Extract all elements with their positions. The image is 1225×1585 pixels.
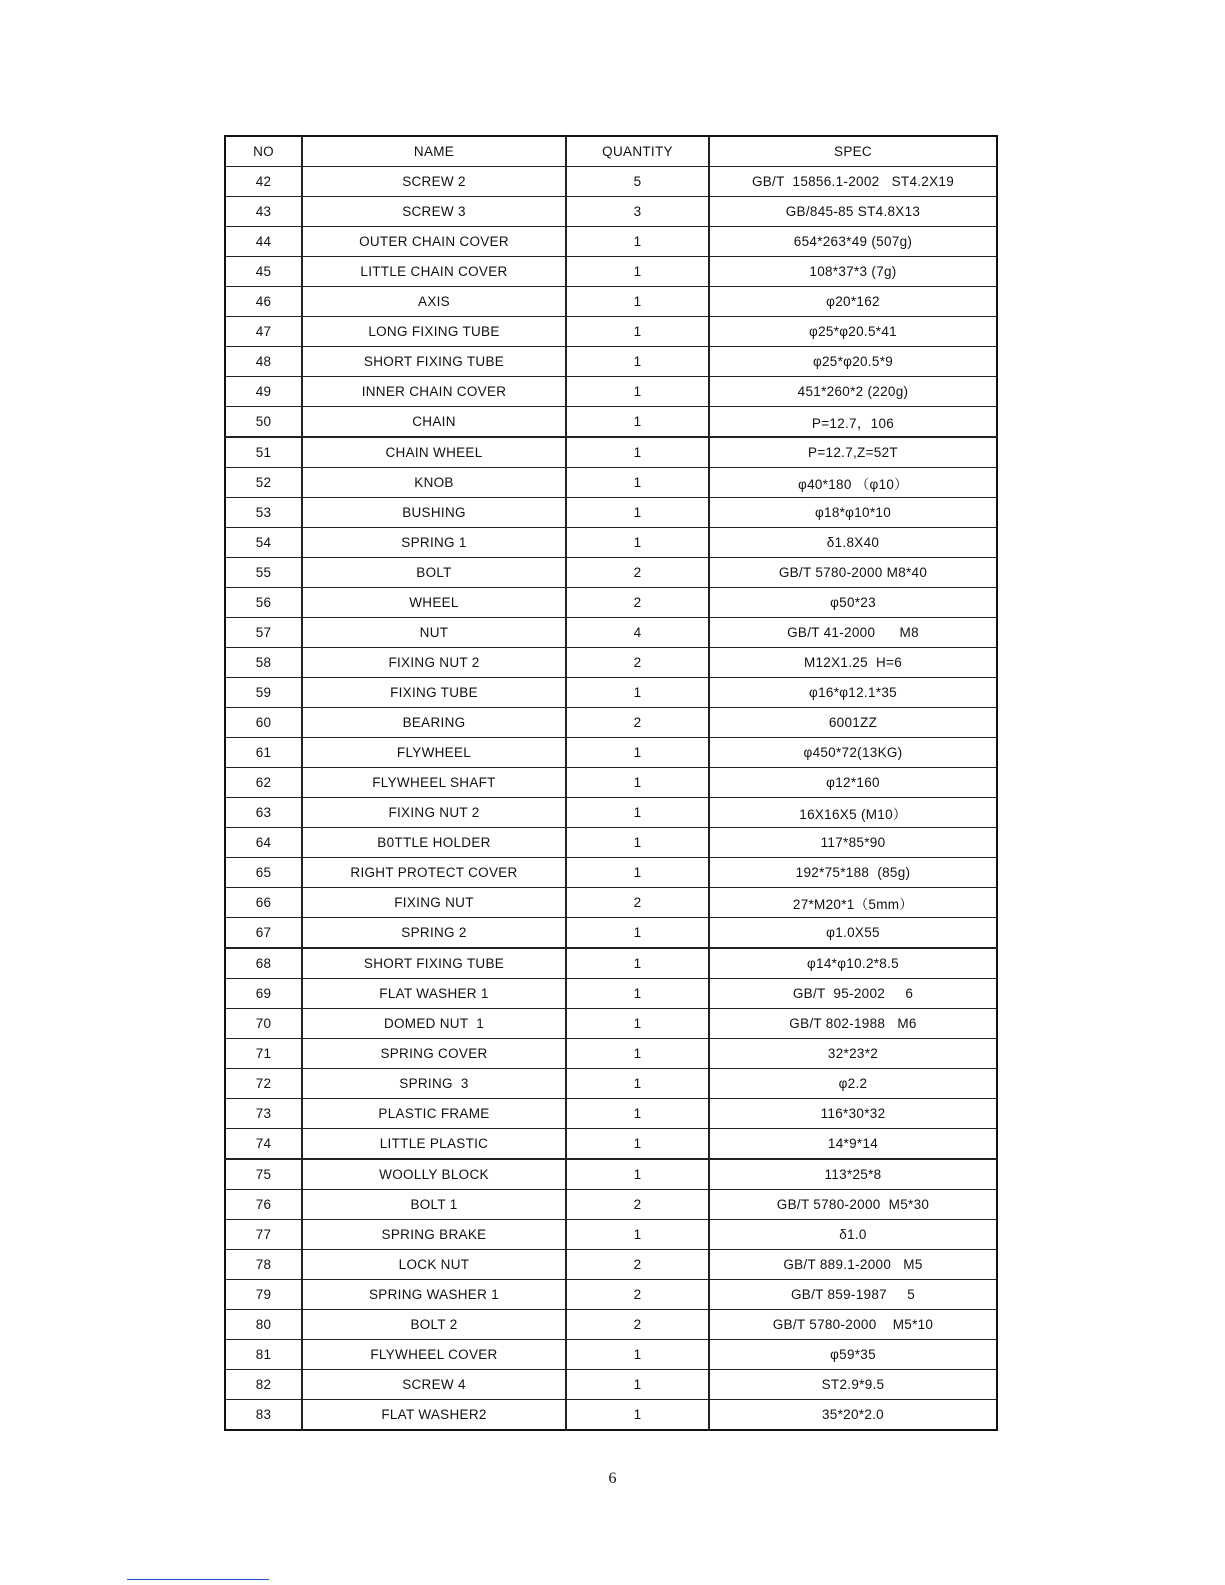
cell-name: B0TTLE HOLDER xyxy=(302,828,566,858)
cell-name: RIGHT PROTECT COVER xyxy=(302,858,566,888)
cell-no: 69 xyxy=(225,979,302,1009)
cell-no: 66 xyxy=(225,888,302,918)
footnote-rule xyxy=(127,1579,269,1580)
cell-no: 64 xyxy=(225,828,302,858)
cell-no: 72 xyxy=(225,1069,302,1099)
cell-name: CHAIN xyxy=(302,407,566,438)
cell-spec: φ16*φ12.1*35 xyxy=(709,678,997,708)
table-row xyxy=(225,738,997,768)
cell-no: 65 xyxy=(225,858,302,888)
cell-no: 57 xyxy=(225,618,302,648)
cell-quantity: 1 xyxy=(566,979,709,1009)
table-row xyxy=(225,437,997,468)
cell-name: SHORT FIXING TUBE xyxy=(302,948,566,979)
cell-quantity: 2 xyxy=(566,558,709,588)
cell-quantity: 1 xyxy=(566,918,709,949)
cell-quantity: 4 xyxy=(566,618,709,648)
cell-quantity: 1 xyxy=(566,407,709,438)
cell-quantity: 2 xyxy=(566,588,709,618)
cell-no: 43 xyxy=(225,197,302,227)
cell-name: FLYWHEEL COVER xyxy=(302,1340,566,1370)
cell-no: 74 xyxy=(225,1129,302,1160)
cell-no: 47 xyxy=(225,317,302,347)
cell-quantity: 1 xyxy=(566,858,709,888)
cell-name: WOOLLY BLOCK xyxy=(302,1159,566,1190)
cell-quantity: 1 xyxy=(566,738,709,768)
cell-quantity: 2 xyxy=(566,1280,709,1310)
cell-spec: φ1.0X55 xyxy=(709,918,997,949)
table-row xyxy=(225,407,997,438)
cell-name: SPRING 3 xyxy=(302,1069,566,1099)
cell-no: 60 xyxy=(225,708,302,738)
cell-name: SHORT FIXING TUBE xyxy=(302,347,566,377)
cell-name: DOMED NUT 1 xyxy=(302,1009,566,1039)
table-row xyxy=(225,1129,997,1160)
cell-quantity: 1 xyxy=(566,1220,709,1250)
cell-name: FIXING NUT xyxy=(302,888,566,918)
header-spec: SPEC xyxy=(709,136,997,167)
table-row xyxy=(225,1159,997,1190)
cell-no: 63 xyxy=(225,798,302,828)
cell-quantity: 1 xyxy=(566,257,709,287)
table-row xyxy=(225,468,997,498)
cell-spec: 108*37*3 (7g) xyxy=(709,257,997,287)
table-row xyxy=(225,347,997,377)
cell-no: 51 xyxy=(225,437,302,468)
cell-name: BOLT xyxy=(302,558,566,588)
table-row xyxy=(225,768,997,798)
table-row xyxy=(225,918,997,949)
cell-quantity: 1 xyxy=(566,1099,709,1129)
table-row xyxy=(225,858,997,888)
cell-no: 56 xyxy=(225,588,302,618)
cell-quantity: 1 xyxy=(566,1370,709,1400)
cell-no: 71 xyxy=(225,1039,302,1069)
cell-spec: 35*20*2.0 xyxy=(709,1400,997,1431)
cell-quantity: 2 xyxy=(566,1190,709,1220)
cell-quantity: 1 xyxy=(566,1009,709,1039)
cell-spec: 113*25*8 xyxy=(709,1159,997,1190)
cell-no: 54 xyxy=(225,528,302,558)
cell-no: 55 xyxy=(225,558,302,588)
table-row xyxy=(225,227,997,257)
cell-name: SCREW 3 xyxy=(302,197,566,227)
cell-spec: 192*75*188 (85g) xyxy=(709,858,997,888)
cell-spec: P=12.7，106 xyxy=(709,407,997,438)
cell-spec: P=12.7,Z=52T xyxy=(709,437,997,468)
cell-quantity: 1 xyxy=(566,768,709,798)
cell-spec: GB/T 5780-2000 M5*10 xyxy=(709,1310,997,1340)
cell-spec: φ2.2 xyxy=(709,1069,997,1099)
cell-quantity: 1 xyxy=(566,1129,709,1160)
cell-quantity: 1 xyxy=(566,437,709,468)
table-row xyxy=(225,708,997,738)
table-row xyxy=(225,828,997,858)
cell-no: 77 xyxy=(225,1220,302,1250)
cell-spec: φ14*φ10.2*8.5 xyxy=(709,948,997,979)
cell-quantity: 2 xyxy=(566,648,709,678)
cell-no: 83 xyxy=(225,1400,302,1431)
cell-name: LITTLE CHAIN COVER xyxy=(302,257,566,287)
cell-name: SPRING 1 xyxy=(302,528,566,558)
cell-spec: φ25*φ20.5*41 xyxy=(709,317,997,347)
cell-spec: M12X1.25 H=6 xyxy=(709,648,997,678)
cell-no: 75 xyxy=(225,1159,302,1190)
cell-no: 78 xyxy=(225,1250,302,1280)
cell-name: AXIS xyxy=(302,287,566,317)
table-row xyxy=(225,1099,997,1129)
cell-quantity: 1 xyxy=(566,287,709,317)
cell-quantity: 2 xyxy=(566,1250,709,1280)
cell-name: LOCK NUT xyxy=(302,1250,566,1280)
cell-spec: 451*260*2 (220g) xyxy=(709,377,997,407)
cell-spec: GB/T 889.1-2000 M5 xyxy=(709,1250,997,1280)
cell-no: 46 xyxy=(225,287,302,317)
cell-quantity: 1 xyxy=(566,377,709,407)
cell-no: 61 xyxy=(225,738,302,768)
cell-name: PLASTIC FRAME xyxy=(302,1099,566,1129)
cell-quantity: 3 xyxy=(566,197,709,227)
table-row xyxy=(225,1310,997,1340)
cell-name: FLYWHEEL SHAFT xyxy=(302,768,566,798)
cell-no: 70 xyxy=(225,1009,302,1039)
table-row xyxy=(225,678,997,708)
cell-name: BOLT 1 xyxy=(302,1190,566,1220)
cell-spec: φ40*180 （φ10） xyxy=(709,468,997,498)
table-row xyxy=(225,1220,997,1250)
cell-spec: 116*30*32 xyxy=(709,1099,997,1129)
cell-spec: φ59*35 xyxy=(709,1340,997,1370)
table-row xyxy=(225,377,997,407)
cell-no: 58 xyxy=(225,648,302,678)
cell-quantity: 1 xyxy=(566,498,709,528)
cell-name: NUT xyxy=(302,618,566,648)
table-row xyxy=(225,1280,997,1310)
cell-quantity: 1 xyxy=(566,317,709,347)
table-row xyxy=(225,618,997,648)
cell-quantity: 1 xyxy=(566,798,709,828)
table-row xyxy=(225,798,997,828)
cell-spec: φ25*φ20.5*9 xyxy=(709,347,997,377)
cell-name: FIXING NUT 2 xyxy=(302,648,566,678)
table-row xyxy=(225,1009,997,1039)
cell-quantity: 1 xyxy=(566,227,709,257)
cell-spec: φ50*23 xyxy=(709,588,997,618)
table-row xyxy=(225,167,997,197)
cell-no: 53 xyxy=(225,498,302,528)
cell-quantity: 1 xyxy=(566,1159,709,1190)
table-row xyxy=(225,498,997,528)
cell-name: SCREW 2 xyxy=(302,167,566,197)
cell-name: WHEEL xyxy=(302,588,566,618)
cell-no: 62 xyxy=(225,768,302,798)
cell-no: 76 xyxy=(225,1190,302,1220)
cell-spec: 16X16X5 (M10） xyxy=(709,798,997,828)
cell-name: INNER CHAIN COVER xyxy=(302,377,566,407)
cell-name: SPRING BRAKE xyxy=(302,1220,566,1250)
table-row xyxy=(225,197,997,227)
table-row xyxy=(225,948,997,979)
cell-name: FIXING TUBE xyxy=(302,678,566,708)
cell-quantity: 1 xyxy=(566,828,709,858)
header-no: NO xyxy=(225,136,302,167)
cell-name: KNOB xyxy=(302,468,566,498)
table-body xyxy=(225,167,997,1431)
parts-table xyxy=(224,135,998,1431)
header-name: NAME xyxy=(302,136,566,167)
cell-name: LONG FIXING TUBE xyxy=(302,317,566,347)
cell-no: 44 xyxy=(225,227,302,257)
page-number: 6 xyxy=(608,1470,617,1487)
cell-quantity: 1 xyxy=(566,1400,709,1431)
cell-no: 49 xyxy=(225,377,302,407)
cell-no: 73 xyxy=(225,1099,302,1129)
cell-quantity: 1 xyxy=(566,678,709,708)
table-row xyxy=(225,588,997,618)
table-row xyxy=(225,558,997,588)
cell-spec: 117*85*90 xyxy=(709,828,997,858)
cell-name: BEARING xyxy=(302,708,566,738)
cell-quantity: 5 xyxy=(566,167,709,197)
cell-no: 68 xyxy=(225,948,302,979)
cell-spec: ST2.9*9.5 xyxy=(709,1370,997,1400)
table-row xyxy=(225,287,997,317)
cell-spec: δ1.8X40 xyxy=(709,528,997,558)
cell-name: OUTER CHAIN COVER xyxy=(302,227,566,257)
cell-spec: 32*23*2 xyxy=(709,1039,997,1069)
cell-spec: φ12*160 xyxy=(709,768,997,798)
cell-spec: 654*263*49 (507g) xyxy=(709,227,997,257)
cell-quantity: 2 xyxy=(566,888,709,918)
cell-quantity: 1 xyxy=(566,948,709,979)
cell-spec: 14*9*14 xyxy=(709,1129,997,1160)
cell-name: SPRING COVER xyxy=(302,1039,566,1069)
cell-no: 45 xyxy=(225,257,302,287)
cell-no: 67 xyxy=(225,918,302,949)
cell-spec: GB/T 15856.1-2002 ST4.2X19 xyxy=(709,167,997,197)
cell-no: 80 xyxy=(225,1310,302,1340)
cell-no: 82 xyxy=(225,1370,302,1400)
cell-spec: δ1.0 xyxy=(709,1220,997,1250)
cell-name: SCREW 4 xyxy=(302,1370,566,1400)
cell-name: FLAT WASHER 1 xyxy=(302,979,566,1009)
cell-spec: φ18*φ10*10 xyxy=(709,498,997,528)
table-row xyxy=(225,1370,997,1400)
cell-name: FLAT WASHER2 xyxy=(302,1400,566,1431)
header-quantity: QUANTITY xyxy=(566,136,709,167)
cell-spec: 27*M20*1（5mm） xyxy=(709,888,997,918)
cell-name: FLYWHEEL xyxy=(302,738,566,768)
cell-no: 52 xyxy=(225,468,302,498)
cell-quantity: 1 xyxy=(566,1069,709,1099)
cell-name: CHAIN WHEEL xyxy=(302,437,566,468)
table-row xyxy=(225,528,997,558)
cell-no: 81 xyxy=(225,1340,302,1370)
table-row xyxy=(225,1340,997,1370)
table-row xyxy=(225,1190,997,1220)
cell-name: SPRING 2 xyxy=(302,918,566,949)
table-row xyxy=(225,888,997,918)
cell-spec: GB/T 95-2002 6 xyxy=(709,979,997,1009)
cell-quantity: 1 xyxy=(566,1039,709,1069)
cell-name: FIXING NUT 2 xyxy=(302,798,566,828)
cell-spec: GB/T 41-2000 M8 xyxy=(709,618,997,648)
table-header-row xyxy=(225,136,997,167)
cell-spec: GB/T 5780-2000 M5*30 xyxy=(709,1190,997,1220)
cell-spec: GB/T 802-1988 M6 xyxy=(709,1009,997,1039)
cell-quantity: 1 xyxy=(566,347,709,377)
cell-spec: φ450*72(13KG) xyxy=(709,738,997,768)
cell-no: 59 xyxy=(225,678,302,708)
cell-name: LITTLE PLASTIC xyxy=(302,1129,566,1160)
cell-no: 48 xyxy=(225,347,302,377)
cell-no: 42 xyxy=(225,167,302,197)
cell-quantity: 1 xyxy=(566,468,709,498)
table-row xyxy=(225,1069,997,1099)
table-row xyxy=(225,979,997,1009)
cell-name: BOLT 2 xyxy=(302,1310,566,1340)
table-row xyxy=(225,1250,997,1280)
table-row xyxy=(225,1400,997,1431)
cell-quantity: 1 xyxy=(566,1340,709,1370)
cell-spec: GB/845-85 ST4.8X13 xyxy=(709,197,997,227)
cell-spec: 6001ZZ xyxy=(709,708,997,738)
table-row xyxy=(225,648,997,678)
cell-spec: GB/T 5780-2000 M8*40 xyxy=(709,558,997,588)
table-row xyxy=(225,257,997,287)
cell-quantity: 2 xyxy=(566,708,709,738)
cell-spec: φ20*162 xyxy=(709,287,997,317)
cell-name: BUSHING xyxy=(302,498,566,528)
cell-no: 50 xyxy=(225,407,302,438)
cell-quantity: 1 xyxy=(566,528,709,558)
cell-no: 79 xyxy=(225,1280,302,1310)
cell-name: SPRING WASHER 1 xyxy=(302,1280,566,1310)
table-row xyxy=(225,1039,997,1069)
cell-spec: GB/T 859-1987 5 xyxy=(709,1280,997,1310)
table-row xyxy=(225,317,997,347)
cell-quantity: 2 xyxy=(566,1310,709,1340)
